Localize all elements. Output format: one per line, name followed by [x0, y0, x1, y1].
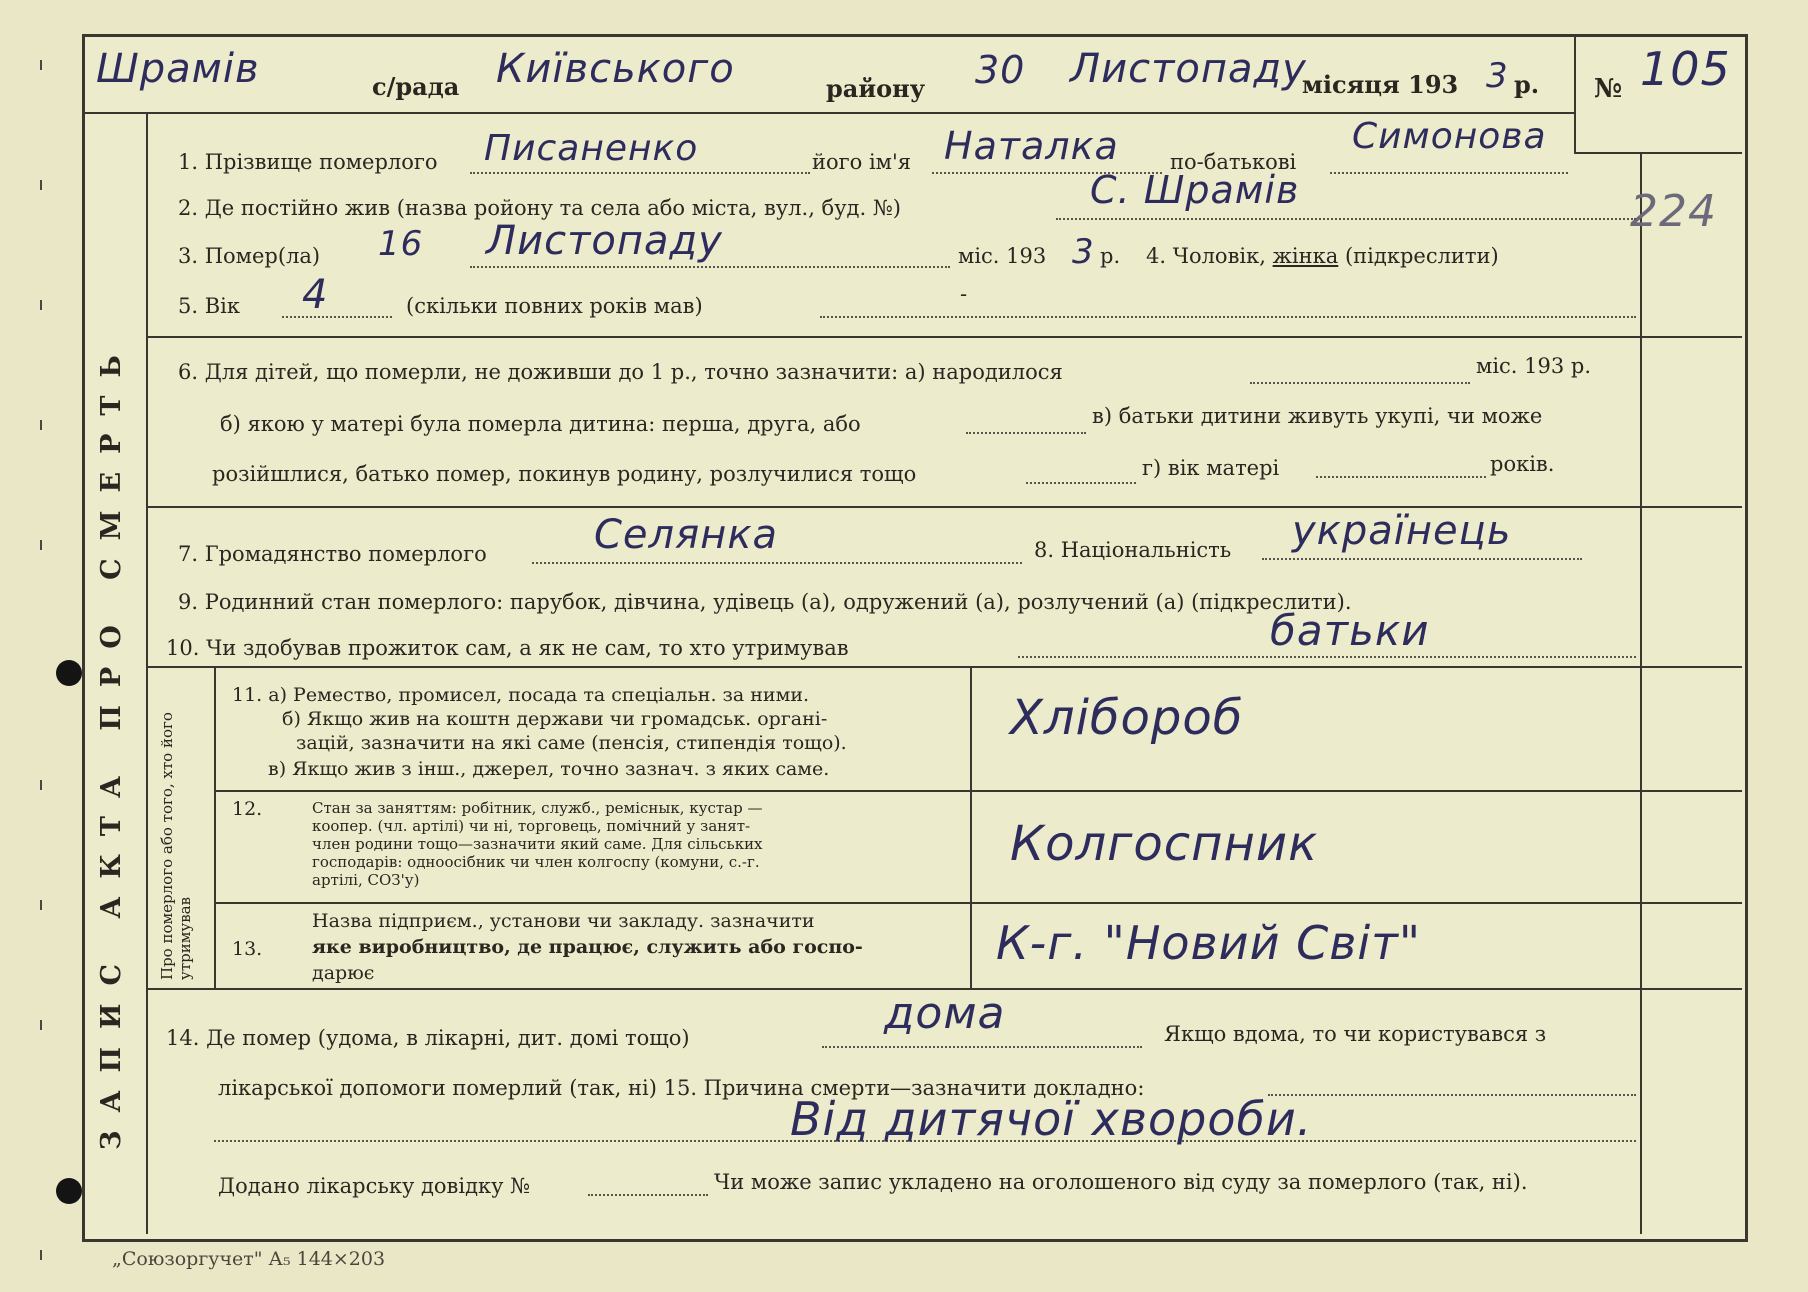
- margin-tick: [40, 780, 42, 790]
- residence-value: С. Шрамів: [1090, 168, 1300, 212]
- employment-status-line: господарів: одноосібник чи член колгоспу (комуни, с.-г.: [312, 853, 760, 871]
- workplace-value: К-г. "Новий Світ": [996, 916, 1422, 970]
- employment-status-line: член родини тощо—зазначити який саме. Для сільських: [312, 835, 763, 853]
- year-digit: 3: [1486, 56, 1509, 96]
- side-title: ЗАПИС АКТА ПРО СМЕРТЬ: [96, 337, 127, 1150]
- council-label: с/рада: [372, 72, 460, 101]
- age-label: 5. Вік: [178, 294, 240, 318]
- margin-tick: [40, 540, 42, 550]
- occupation-line: зацій, зазначити на які саме (пенсія, стипендія тощо).: [296, 732, 847, 754]
- place-of-death-value: дома: [884, 988, 1006, 1039]
- header-divider: [84, 112, 1574, 114]
- employment-status-line: Стан за заняттям: робітник, служб., реміснык, кустар —: [312, 799, 763, 817]
- fill-line: [532, 562, 1022, 564]
- place-of-death-label: 14. Де помер (удома, в лікарні, дит. домі тощо): [166, 1026, 690, 1050]
- fill-line: [470, 172, 810, 174]
- month-value: Листопаду: [1070, 46, 1307, 92]
- place-of-death-suffix: Якщо вдома, то чи користувався з: [1164, 1022, 1547, 1046]
- fill-line: [966, 432, 1086, 434]
- patronymic-value: Симонова: [1352, 116, 1547, 157]
- sex-female-underlined: жінка: [1272, 244, 1339, 268]
- margin-number: 224: [1630, 186, 1717, 237]
- occupation-value: Хлібороб: [1010, 690, 1244, 746]
- section-divider: [148, 336, 1742, 338]
- margin-tick: [40, 180, 42, 190]
- row-divider: [214, 790, 1742, 792]
- surname-label: 1. Прізвище померлого: [178, 150, 438, 174]
- subsection-divider: [214, 666, 216, 988]
- sex-label: [1146, 244, 1499, 268]
- infant-line-1: 6. Для дітей, що померли, не доживши до 1 р., точно зазначити: а) народилося: [178, 360, 1063, 384]
- fill-line: [1056, 218, 1636, 220]
- row-divider: [214, 902, 1742, 904]
- age-value: 4: [302, 272, 329, 318]
- died-year-label: міс. 193: [958, 244, 1047, 268]
- cause-of-death-label: лікарської допомоги померлий (так, ні) 15. Причина смерти—зазначити докладно:: [218, 1076, 1145, 1100]
- record-no-label: №: [1594, 74, 1623, 104]
- margin-tick: [40, 60, 42, 70]
- infant-line-1-end: міс. 193 р.: [1476, 354, 1592, 378]
- died-year-suffix: р.: [1100, 244, 1121, 268]
- name-value: Наталка: [944, 124, 1119, 168]
- died-label: 3. Помер(ла): [178, 244, 321, 268]
- workplace-line: дарює: [312, 962, 375, 984]
- workplace-line: Назва підприєм., установи чи закладу. зазначити: [312, 910, 815, 932]
- printer-imprint: „Союзоргучет" А₅ 144×203: [112, 1248, 386, 1270]
- employment-status-value: Колгоспник: [1010, 816, 1319, 872]
- value-column-divider: [970, 666, 972, 988]
- residence-label: 2. Де постійно жив (назва ройону та села або міста, вул., буд. №): [178, 196, 901, 220]
- fill-line: [1026, 482, 1136, 484]
- fill-line: [470, 266, 950, 268]
- support-value: батьки: [1270, 606, 1430, 655]
- workplace-line: яке виробництво, де працює, служить або госпо-: [312, 936, 863, 958]
- surname-value: Писаненко: [484, 128, 699, 169]
- district-name: Київського: [496, 46, 735, 92]
- patronymic-label: по-батькові: [1170, 150, 1297, 174]
- marital-status-label: 9. Родинний стан померлого: парубок, дівчина, удівець (а), одружений (а), розлучений (а) (підкреслити).: [178, 590, 1352, 614]
- occupation-line: в) Якщо жив з інш., джерел, точно зазнач. з яких саме.: [268, 758, 830, 780]
- record-box-bottom: [1574, 152, 1742, 154]
- occupation-line: 11. а) Ремество, промисел, посада та спеціальн. за ними.: [232, 684, 810, 706]
- infant-line-2a: б) якою у матері була померла дитина: перша, друга, або: [220, 412, 861, 436]
- employment-status-line: коопер. (чл. артілі) чи ні, торговець, помічний у занят-: [312, 817, 751, 835]
- sex-label-suffix: (підкреслити): [1344, 244, 1499, 268]
- margin-tick: [40, 1250, 42, 1260]
- fill-line: [588, 1194, 708, 1196]
- infant-line-3c: років.: [1490, 452, 1555, 476]
- died-day: 16: [378, 224, 424, 264]
- record-no-value: 105: [1640, 42, 1731, 96]
- court-question-label: Чи може запис укладено на оголошеного від суду за померлого (так, ні).: [714, 1170, 1528, 1194]
- fill-line: [1330, 172, 1568, 174]
- infant-line-3b: г) вік матері: [1142, 456, 1280, 480]
- workplace-num: 13.: [232, 938, 263, 960]
- fill-line: [282, 316, 392, 318]
- employment-status-line: артілі, СОЗ'у): [312, 871, 420, 889]
- district-label: району: [826, 74, 926, 103]
- nationality-label: 8. Національність: [1034, 538, 1232, 562]
- punch-hole: [56, 1178, 82, 1204]
- section-divider: [148, 666, 1742, 668]
- fill-line: [1018, 656, 1636, 658]
- died-month: Листопаду: [486, 218, 723, 264]
- record-box-divider: [1574, 36, 1576, 154]
- support-label: 10. Чи здобував прожиток сам, а як не сам, то хто утримував: [166, 636, 849, 660]
- punch-hole: [56, 660, 82, 686]
- nationality-value: українець: [1292, 508, 1512, 554]
- side-title-divider: [146, 114, 148, 1234]
- infant-line-2b: в) батьки дитини живуть укупі, чи може: [1092, 404, 1543, 428]
- fill-line: [1262, 558, 1582, 560]
- citizenship-label: 7. Громадянство померлого: [178, 542, 487, 566]
- fill-line: [1250, 382, 1470, 384]
- age-dash: -: [960, 282, 968, 306]
- citizenship-value: Селянка: [594, 512, 778, 558]
- month-label: місяця 193: [1302, 70, 1459, 99]
- cause-of-death-value: Від дитячої хвороби.: [790, 1092, 1313, 1146]
- day-value: 30: [975, 48, 1026, 92]
- fill-line: [1268, 1094, 1636, 1096]
- employment-status-num: 12.: [232, 798, 263, 820]
- died-year-digit: 3: [1072, 232, 1095, 272]
- margin-tick: [40, 1020, 42, 1030]
- margin-tick: [40, 420, 42, 430]
- margin-tick: [40, 900, 42, 910]
- side-subtitle: Про померлого або того, хто його утримував: [158, 712, 194, 980]
- fill-line: [820, 316, 1636, 318]
- infant-line-3a: розійшлися, батько помер, покинув родину, розлучилися тощо: [212, 462, 917, 486]
- age-suffix: (скільки повних років мав): [406, 294, 703, 318]
- sex-label-prefix: 4. Чоловік,: [1146, 244, 1266, 268]
- right-margin-divider: [1640, 154, 1642, 1234]
- name-label: його ім'я: [812, 150, 912, 174]
- year-suffix: р.: [1514, 70, 1540, 99]
- fill-line: [822, 1046, 1142, 1048]
- occupation-line: б) Якщо жив на коштн держави чи громадськ. органі-: [282, 708, 828, 730]
- margin-tick: [40, 300, 42, 310]
- fill-line: [1316, 476, 1486, 478]
- council-name: Шрамів: [96, 46, 260, 92]
- medical-cert-label: Додано лікарську довідку №: [218, 1174, 531, 1198]
